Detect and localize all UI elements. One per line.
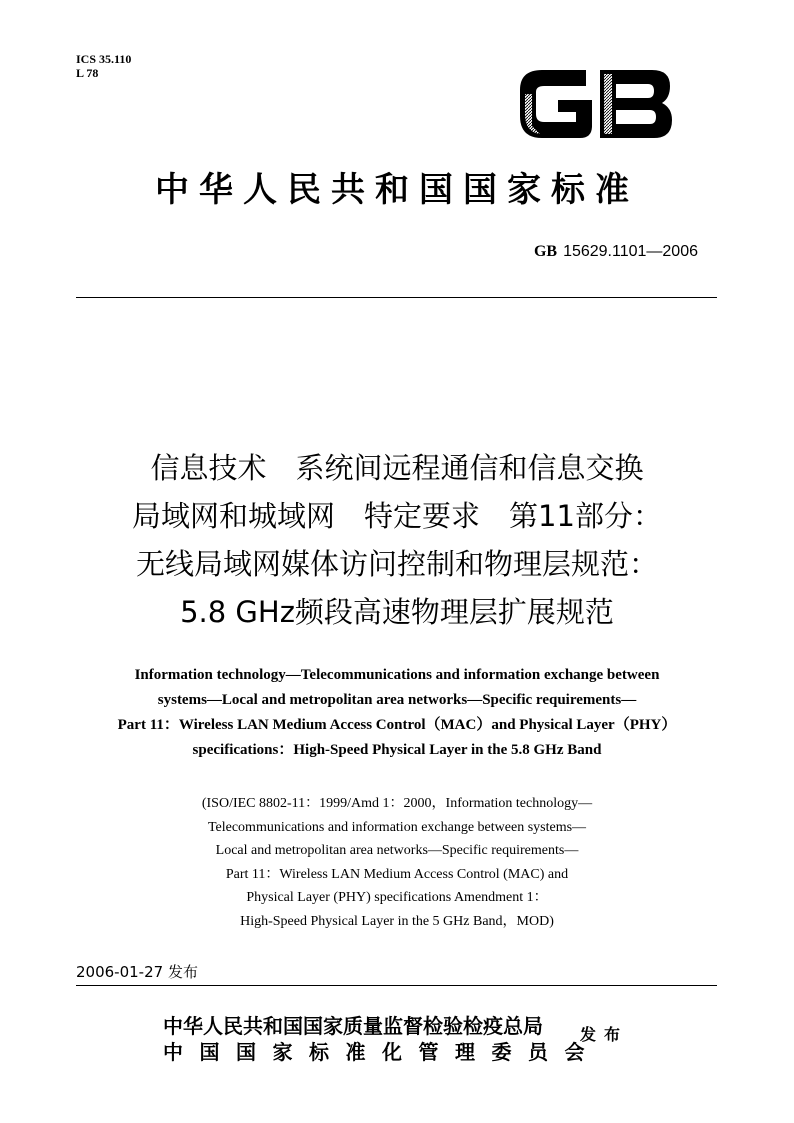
standard-name: 中华人民共和国国家标准 <box>155 170 639 210</box>
english-title-line: systems—Local and metropolitan area networks—Specific requirements— <box>157 692 637 708</box>
chinese-title-line: 信息技术 系统间远程通信和信息交换 <box>150 451 644 485</box>
iso-reference-line: (ISO/IEC 8802-11：1999/Amd 1：2000，Information technology— <box>201 796 593 811</box>
standard-number <box>534 242 698 262</box>
issuer-aqsiq: 中华人民共和国国家质量监督检验检疫总局 <box>163 1014 543 1038</box>
english-title-line: specifications：High-Speed Physical Layer in the 5.8 GHz Band <box>192 742 602 758</box>
english-title <box>40 663 754 763</box>
chinese-title-line: 5.8 GHz频段高速物理层扩展规范 <box>180 595 614 629</box>
chinese-title-line: 局域网和城域网 特定要求 第11部分： <box>132 499 662 533</box>
iso-reference <box>40 792 754 934</box>
english-title-line: Information technology—Telecommunications and information exchange between <box>134 667 660 683</box>
ccs-code: L 78 <box>76 66 99 80</box>
ics-code: ICS 35.110 <box>76 52 132 66</box>
issue-date: 2006-01-27 发布 <box>76 963 198 981</box>
iso-reference-line: Telecommunications and information exchange between systems— <box>207 819 587 835</box>
iso-reference-line: Part 11：Wireless LAN Medium Access Control (MAC) and <box>225 866 569 882</box>
english-title-line: Part 11：Wireless LAN Medium Access Control（MAC）and Physical Layer（PHY） <box>117 717 677 733</box>
chinese-title-line: 无线局域网媒体访问控制和物理层规范： <box>135 547 658 581</box>
standard-code: 15629.1101—2006 <box>563 243 698 260</box>
classification-codes <box>76 52 131 80</box>
issuing-authorities <box>163 1013 601 1065</box>
iso-reference-line: High-Speed Physical Layer in the 5 GHz Band，MOD) <box>240 913 554 929</box>
gb-logo <box>516 60 676 146</box>
chinese-title <box>40 444 754 636</box>
iso-reference-line: Physical Layer (PHY) specifications Amendment 1： <box>246 890 548 906</box>
issuer-sac: 中国国家标准化管理委员会 <box>163 1040 601 1064</box>
iso-reference-line: Local and metropolitan area networks—Specific requirements— <box>215 843 579 859</box>
header-divider <box>76 297 717 298</box>
publish-label: 发布 <box>580 1025 629 1044</box>
footer-divider <box>76 985 717 986</box>
standard-prefix: GB <box>533 243 558 260</box>
